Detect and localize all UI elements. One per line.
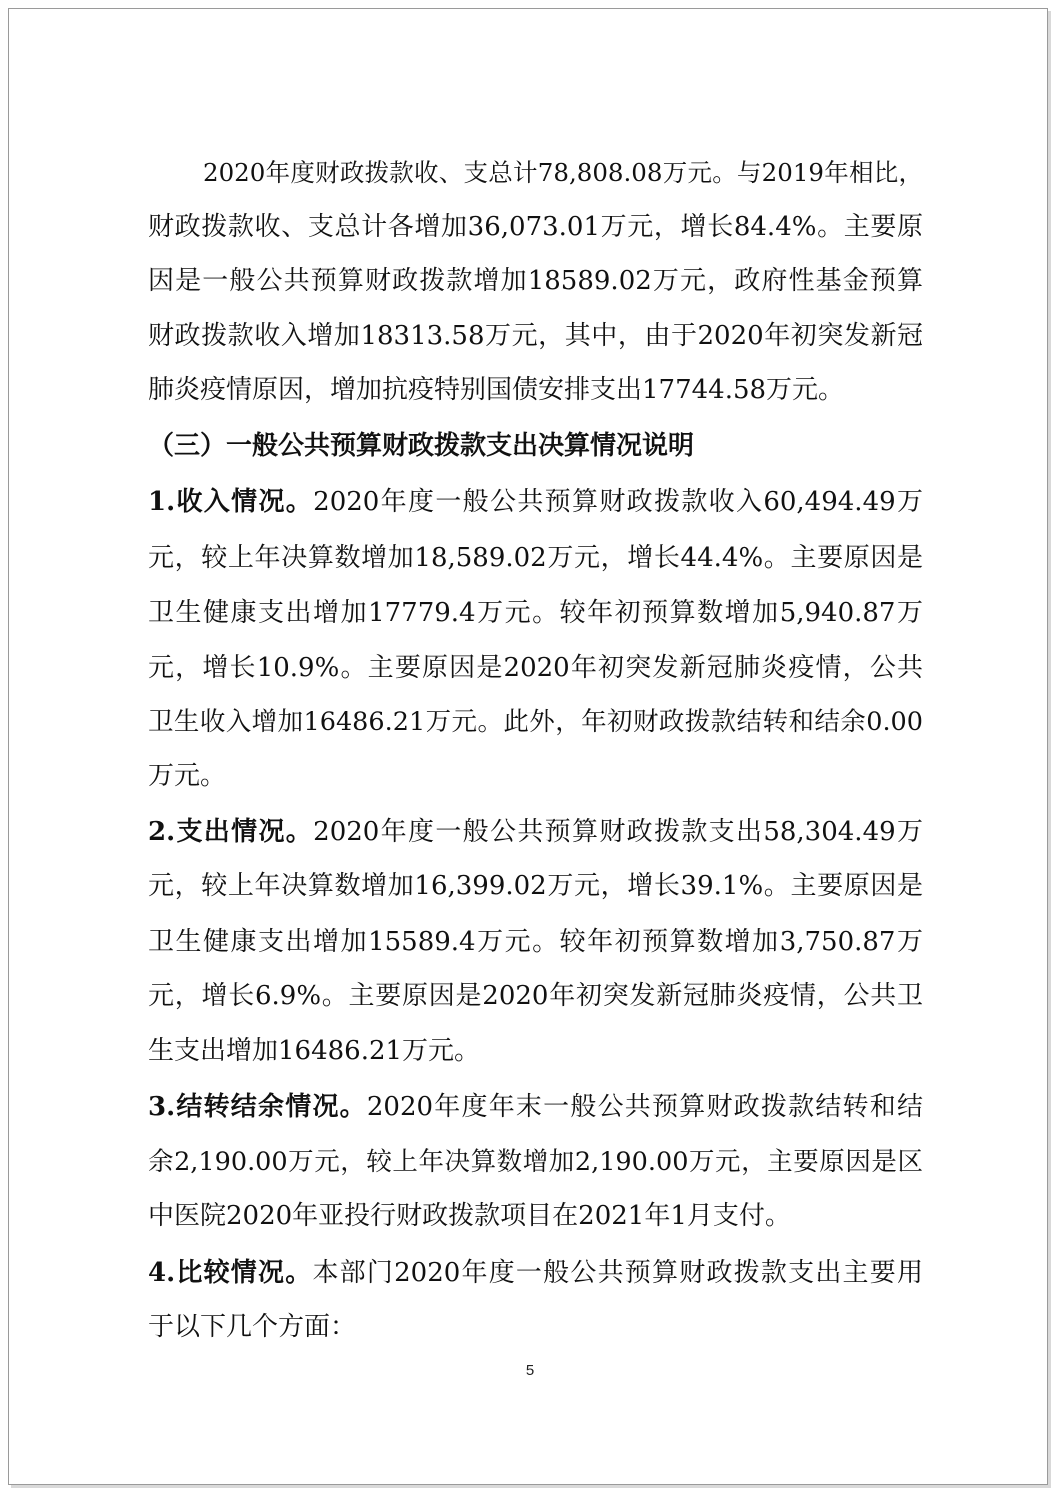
item-lead-label: 2.支出情况。	[148, 817, 314, 847]
item-text: 2020年度一般公共预算财政拨款收入60,494.49万	[313, 487, 923, 517]
list-item-carryover	[148, 1079, 923, 1135]
paragraph-line: 元，增长6.9%。主要原因是2020年初突发新冠肺炎疫情，公共卫	[148, 981, 923, 1011]
paragraph-line: 2020年度财政拨款收、支总计78,808.08万元。与2019年相比，	[203, 158, 923, 187]
list-item-expenditure	[148, 804, 923, 860]
page-number: 5	[525, 1362, 535, 1379]
section-heading: （三）一般公共预算财政拨款支出决算情况说明	[148, 431, 695, 461]
item-text: 2020年度一般公共预算财政拨款支出58,304.49万	[313, 817, 923, 847]
paragraph-line: 因是一般公共预算财政拨款增加18589.02万元，政府性基金预算	[148, 266, 923, 296]
list-item-comparison	[148, 1245, 923, 1301]
paragraph-line: 中医院2020年亚投行财政拨款项目在2021年1月支付。	[148, 1201, 791, 1231]
list-item-income	[148, 474, 923, 530]
paragraph-line: 财政拨款收入增加18313.58万元，其中，由于2020年初突发新冠	[148, 321, 923, 351]
item-lead-label: 1.收入情况。	[148, 487, 314, 517]
paragraph-line: 生支出增加16486.21万元。	[148, 1036, 481, 1066]
paragraph-line: 卫生收入增加16486.21万元。此外，年初财政拨款结转和结余0.00	[148, 707, 923, 737]
paragraph-line: 财政拨款收、支总计各增加36,073.01万元，增长84.4%。主要原	[148, 212, 923, 242]
paragraph-line: 元，较上年决算数增加16,399.02万元，增长39.1%。主要原因是	[148, 871, 923, 901]
paragraph-line: 卫生健康支出增加17779.4万元。较年初预算数增加5,940.87万	[148, 598, 923, 628]
paragraph-line: 元，增长10.9%。主要原因是2020年初突发新冠肺炎疫情，公共	[148, 653, 923, 683]
paragraph-line: 万元。	[148, 761, 227, 791]
paragraph-line: 卫生健康支出增加15589.4万元。较年初预算数增加3,750.87万	[148, 927, 923, 957]
paragraph-line: 元，较上年决算数增加18,589.02万元，增长44.4%。主要原因是	[148, 543, 923, 573]
item-lead-label: 4.比较情况。	[148, 1258, 313, 1288]
paragraph-line: 肺炎疫情原因，增加抗疫特别国债安排支出17744.58万元。	[148, 375, 845, 405]
paragraph-line: 于以下几个方面：	[148, 1312, 357, 1342]
item-text: 2020年度年末一般公共预算财政拨款结转和结	[366, 1092, 923, 1122]
paragraph-line: 余2,190.00万元，较上年决算数增加2,190.00万元，主要原因是区	[148, 1147, 923, 1177]
item-lead-label: 3.结转结余情况。	[148, 1092, 367, 1122]
item-text: 本部门2020年度一般公共预算财政拨款支出主要用	[312, 1258, 923, 1288]
